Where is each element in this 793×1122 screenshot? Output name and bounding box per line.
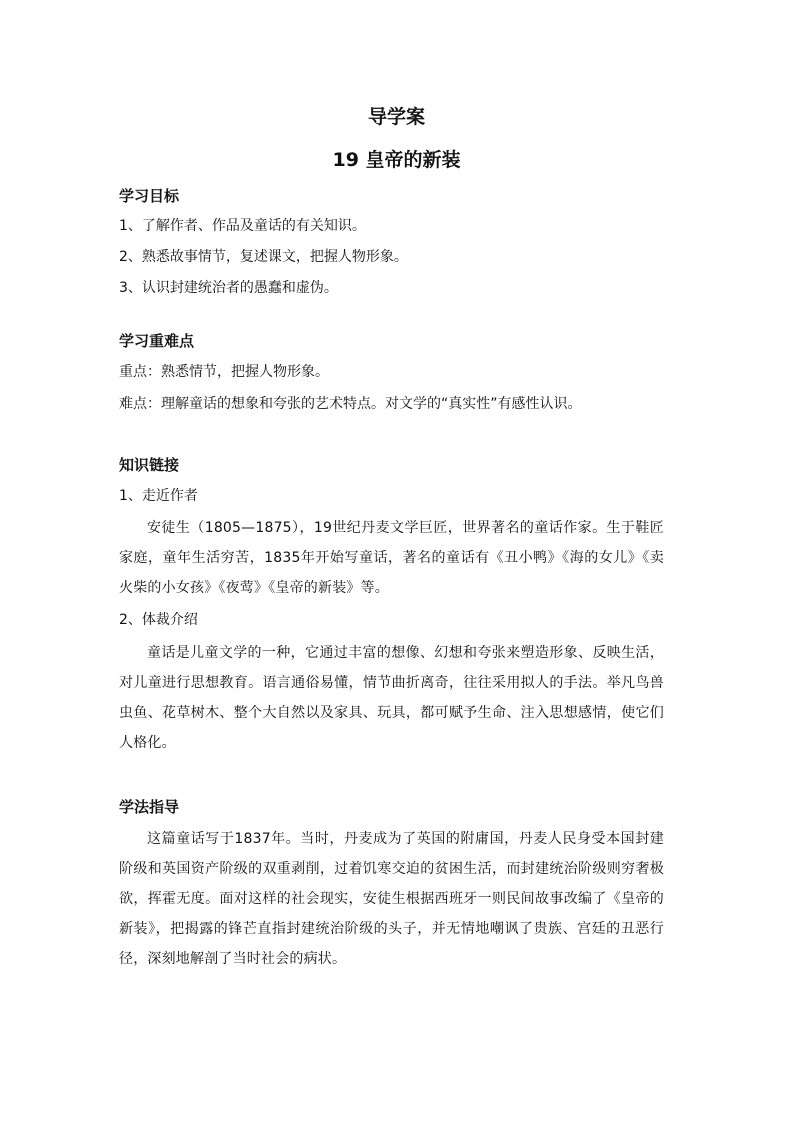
author-paragraph: 安徒生（1805—1875），19世纪丹麦文学巨匠，世界著名的童话作家。生于鞋匠家庭，童年生活穷苦，1835年开始写童话，著名的童话有《丑小鸭》《海的女儿》《卖火柴的小女孩》《夜莺》《皇帝的新装》等。 bbox=[119, 520, 664, 596]
focus-point: 重点：熟悉情节，把握人物形象。 bbox=[119, 364, 329, 380]
objective-item: 1、了解作者、作品及童话的有关知识。 bbox=[119, 218, 366, 234]
objective-item: 2、熟悉故事情节，复述课文，把握人物形象。 bbox=[119, 249, 408, 265]
key-points-heading: 学习重难点 bbox=[119, 332, 195, 350]
objectives-heading: 学习目标 bbox=[119, 187, 180, 205]
author-subheading: 1、走近作者 bbox=[119, 488, 198, 504]
objective-item: 3、认识封建统治者的愚蠢和虚伪。 bbox=[119, 280, 338, 296]
knowledge-heading: 知识链接 bbox=[119, 456, 180, 474]
difficulty-point: 难点：理解童话的想象和夸张的艺术特点。对文学的“真实性”有感性认识。 bbox=[119, 396, 582, 412]
genre-paragraph: 童话是儿童文学的一种，它通过丰富的想像、幻想和夸张来塑造形象、反映生活，对儿童进行思想教育。语言通俗易懂，情节曲折离奇，往往采用拟人的手法。举凡鸟兽虫鱼、花草树木、整个大自然以及家具、玩具，都可赋予生命、注入思想感情，使它们人格化。 bbox=[119, 645, 664, 751]
lesson-title: 19 皇帝的新装 bbox=[332, 149, 461, 171]
method-paragraph: 这篇童话写于1837年。当时，丹麦成为了英国的附庸国，丹麦人民身受本国封建阶级和英国资产阶级的双重剥削，过着饥寒交迫的贫困生活，而封建统治阶级则穷奢极欲，挥霍无度。面对这样的社会现实，安徒生根据西班牙一则民间故事改编了《皇帝的新装》，把揭露的锋芒直指封建统治阶级的头子，并无情地嘲讽了贵族、宫廷的丑恶行径，深刻地解剖了当时社会的病状。 bbox=[119, 831, 664, 967]
method-heading: 学法指导 bbox=[119, 798, 180, 816]
genre-subheading: 2、体裁介绍 bbox=[119, 612, 198, 628]
document-title: 导学案 bbox=[367, 106, 425, 128]
